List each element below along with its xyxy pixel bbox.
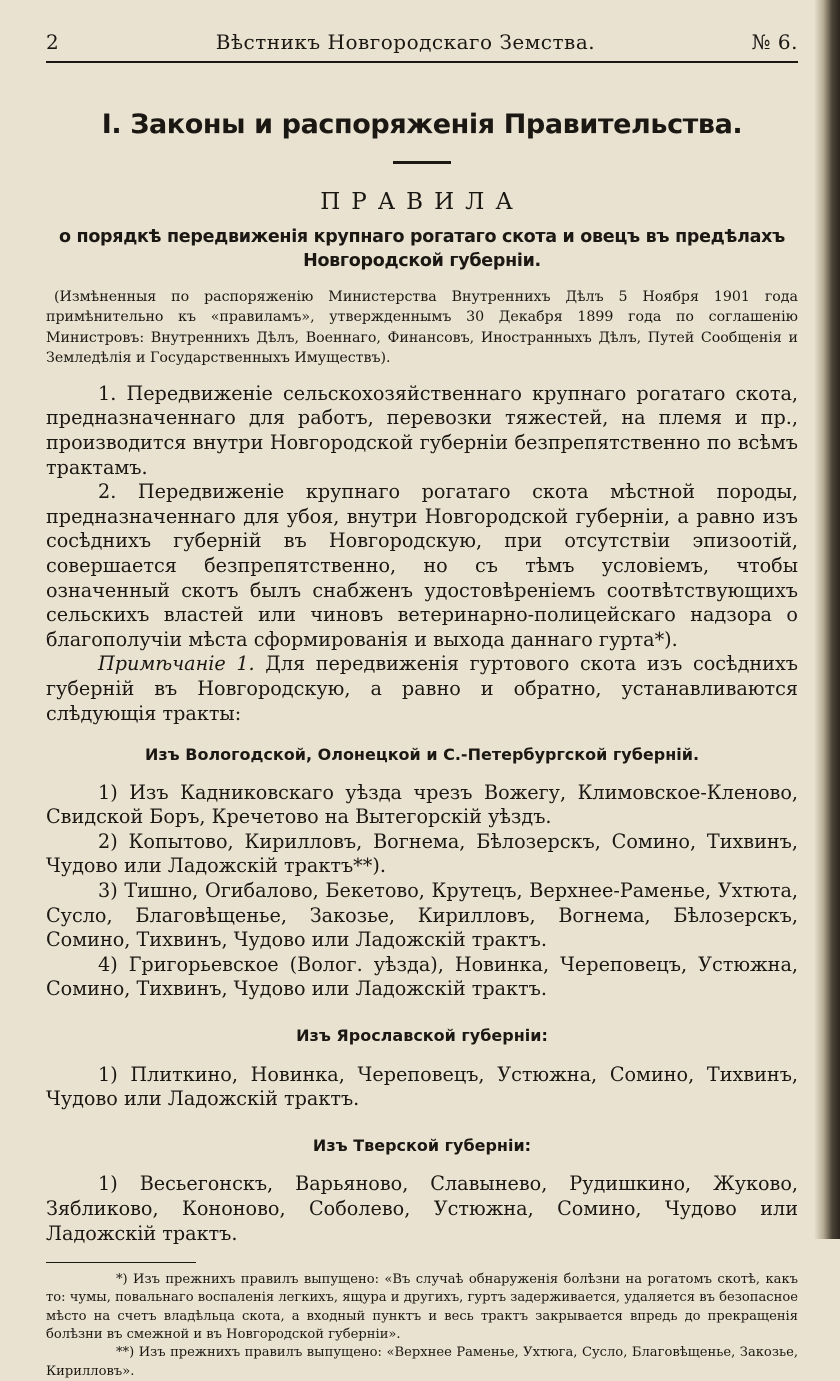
footnote-divider — [46, 1262, 196, 1263]
footnotes — [46, 1271, 798, 1381]
footnote-2: **) Изъ прежнихъ правилъ выпущено: «Верхнее Раменье, Ухтюга, Сусло, Благовѣщенье, Закозье, Кирилловъ». — [46, 1345, 798, 1379]
route-item: 1) Изъ Кадниковскаго уѣзда чрезъ Вожегу, Климовское-Кленово, Свидской Боръ, Кречетово на Вытегорскій уѣздъ. — [46, 780, 798, 829]
route-group-heading-2: Изъ Ярославской губерніи: — [296, 1026, 548, 1046]
note-label: Примѣчаніе 1. — [98, 652, 255, 676]
route-item: 2) Копытово, Кирилловъ, Вогнема, Бѣлозерскъ, Сомино, Тихвинъ, Чудово или Ладожскій трактъ**). — [46, 829, 798, 878]
route-item: 4) Григорьевское (Волог. уѣзда), Новинка, Череповецъ, Устюжна, Сомино, Тихвинъ, Чудово или Ладожскій трактъ. — [46, 952, 798, 1001]
section-divider — [393, 161, 451, 164]
rules-subtitle: о порядкѣ передвиженія крупнаго рогатаго скота и овецъ въ предѣлахъ Новгородской губерніи. — [59, 226, 785, 271]
route-group-heading-3: Изъ Тверской губерніи: — [312, 1135, 532, 1155]
page-number: 2 — [46, 30, 60, 54]
running-header — [46, 30, 798, 63]
paragraph-1: 1. Передвиженіе сельскохозяйственнаго крупнаго рогатаго скота, предназначеннаго для работъ, перевозки тяжестей, на племя и пр., производится внутри Новгородской губерніи безпрепятственно по всѣмъ трактамъ. — [46, 381, 798, 479]
route-item: 3) Тишно, Огибалово, Бекетово, Крутецъ, Верхнее-Раменье, Ухтюта, Сусло, Благовѣщенье, Закозье, Кирилловъ, Вогнема, Бѣлозерскъ, Сомино, Тихвинъ, Чудово или Ладожскій трактъ. — [46, 879, 798, 952]
footnote-1: *) Изъ прежнихъ правилъ выпущено: «Въ случаѣ обнаруженія болѣзни на рогатомъ скотѣ, какъ то: чумы, повальнаго воспаленія легкихъ, ящура и другихъ, гуртъ задерживается, удаляется въ безопасное мѣсто на счетъ владѣльца скота, а входный пунктъ и весь трактъ закрывается впредь до прекращенія болѣзни въ смежной и въ Новгородской губерніи». — [46, 1272, 798, 1343]
journal-title: Вѣстникъ Новгородскаго Земства. — [215, 30, 596, 54]
route-group-heading-1: Изъ Вологодской, Олонецкой и С.-Петербургской губерній. — [144, 745, 700, 765]
rules-title: ПРАВИЛА — [320, 189, 524, 216]
issue-number: № 6. — [751, 30, 798, 54]
route-item: 1) Плиткино, Новинка, Череповецъ, Устюжна, Сомино, Тихвинъ, Чудово или Ладожскій трактъ. — [46, 1062, 798, 1111]
book-spine-shadow — [814, 0, 840, 1239]
paragraph-2: 2. Передвиженіе крупнаго рогатаго скота мѣстной породы, предназначеннаго для убоя, внутри Новгородской губерніи, а равно изъ сосѣднихъ губерній въ Новгородскую, при отсутствіи эпизоотій, совершается безпрепятственно, но съ тѣмъ условіемъ, чтобы означенный скотъ былъ снабженъ удостовѣреніемъ соотвѣтствующихъ сельскихъ властей или чиновъ ветеринарно-полицейскаго надзора о благополучіи мѣста сформированія и выхода даннаго гурта*). — [46, 480, 798, 651]
route-item: 1) Весьегонскъ, Варьяново, Славынево, Рудишкино, Жуково, Зябликово, Кононово, Соболево, Устюжна, Сомино, Чудово или Ладожскій трактъ. — [46, 1172, 798, 1245]
section-title: I. Законы и распоряженія Правительства. — [101, 108, 743, 140]
amendment-note: (Измѣненныя по распоряженію Министерства Внутреннихъ Дѣлъ 5 Ноября 1901 года примѣнительно къ «правиламъ», утвержденнымъ 30 Декабря 1899 года по соглашенію Министровъ: Внутреннихъ Дѣлъ, Военнаго, Финансовъ, Иностранныхъ Дѣлъ, Путей Сообщенія и Земледѣлія и Государственныхъ Имуществъ). — [46, 288, 798, 367]
page-content — [46, 30, 798, 1381]
note-1 — [46, 652, 798, 726]
note-text: Для передвиженія гуртового скота изъ сосѣднихъ губерній въ Новгородскую, а равно и обратно, устанавливаются слѣдующія тракты: — [46, 652, 798, 725]
